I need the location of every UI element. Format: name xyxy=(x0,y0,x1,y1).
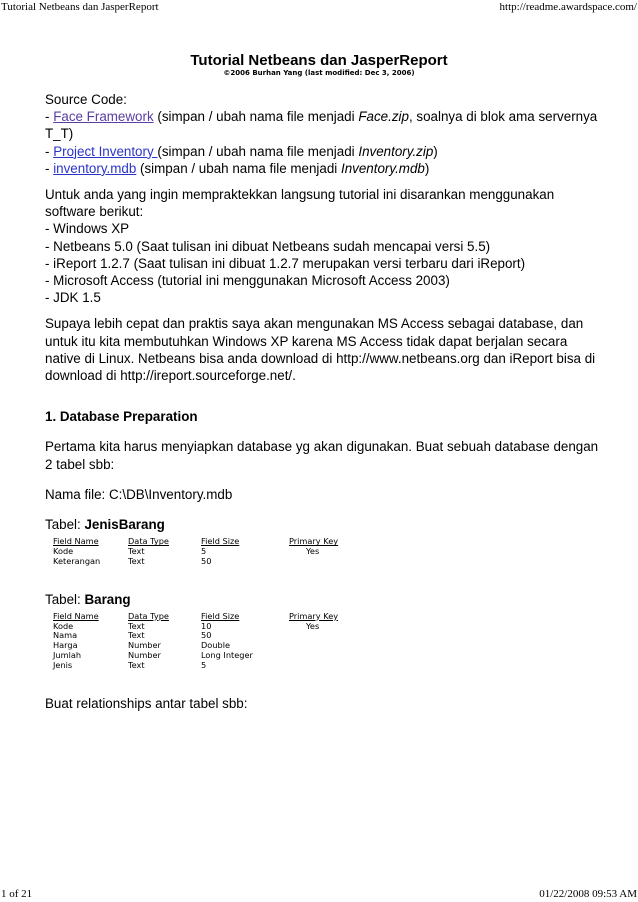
table-cell: Nama xyxy=(53,630,78,641)
column-header: Data Type xyxy=(128,536,169,547)
requirement-item: - Windows XP xyxy=(45,221,130,237)
table-cell: Text xyxy=(128,620,145,631)
requirements-intro: Untuk anda yang ingin mempraktekkan langsung tutorial ini disarankan menggunakan software berikut: xyxy=(45,187,555,220)
source-filename: Face.zip xyxy=(358,109,409,125)
requirement-item: - Netbeans 5.0 (Saat tulisan ini dibuat Netbeans sudah mencapai versi 5.5) xyxy=(45,238,491,254)
column-header: Field Name xyxy=(53,610,99,621)
table-row xyxy=(53,661,349,671)
source-note-suffix: ) xyxy=(424,160,430,176)
table-cell: 50 xyxy=(201,630,212,641)
table-heading-barang xyxy=(45,591,600,608)
requirement-item: - JDK 1.5 xyxy=(45,290,101,306)
list-dash: - xyxy=(45,160,54,176)
source-line-mdb xyxy=(45,160,600,177)
project-inventory-link[interactable]: Project Inventory xyxy=(53,143,158,159)
table-cell: Double xyxy=(201,640,231,651)
table-cell: Kode xyxy=(53,620,74,631)
source-line-face xyxy=(45,108,600,142)
column-header: Field Size xyxy=(201,610,240,621)
table-cell: Text xyxy=(128,546,145,557)
table-cell: Yes xyxy=(306,620,320,631)
column-header: Field Size xyxy=(201,536,240,547)
table-cell xyxy=(289,641,349,651)
table-cell: 5 xyxy=(201,546,207,557)
table-cell xyxy=(289,661,349,671)
table-label: Tabel: xyxy=(45,591,85,607)
database-filename: Nama file: C:\DB\Inventory.mdb xyxy=(45,486,233,502)
face-framework-link[interactable]: Face Framework xyxy=(53,109,154,125)
page-subtitle: ©2006 Burhan Yang (last modified: Dec 3, 2006) xyxy=(223,69,415,77)
table-cell: Keterangan xyxy=(53,555,101,566)
column-header: Data Type xyxy=(128,610,169,621)
table-cell: Jenis xyxy=(53,659,73,670)
section-intro: Pertama kita harus menyiapkan database yg akan digunakan. Buat sebuah database dengan 2 tabel sbb: xyxy=(45,439,599,472)
table-cell: Jumlah xyxy=(53,650,82,661)
source-code-heading: Source Code: xyxy=(45,92,127,107)
header-page-title: Tutorial Netbeans dan JasperReport xyxy=(1,1,159,13)
linux-paragraph: Supaya lebih cepat dan praktis saya akan mengunakan MS Access sebagai database, dan untuk itu kita membutuhkan Windows XP karena MS Access tidak dapat berjalan secara native di Linux. Netbeans bisa anda download di http://www.netbeans.org dan iReport bisa di download di http://ireport.sourceforge.net/. xyxy=(45,316,596,384)
table-cell: 5 xyxy=(201,659,207,670)
table-cell: Text xyxy=(128,630,145,641)
table-name: Barang xyxy=(84,591,131,607)
table-cell: Long Integer xyxy=(201,650,253,661)
table-cell: 50 xyxy=(201,555,212,566)
source-note: (simpan / ubah nama file menjadi xyxy=(157,143,359,159)
table-cell: Kode xyxy=(53,546,74,557)
jenisbarang-fields-table xyxy=(53,537,349,566)
table-cell: Number xyxy=(128,650,161,661)
print-timestamp: 01/22/2008 09:53 AM xyxy=(539,888,637,900)
print-footer xyxy=(0,888,638,900)
table-cell: Harga xyxy=(53,640,78,651)
table-label: Tabel: xyxy=(45,517,85,533)
requirement-item: - iReport 1.2.7 (Saat tulisan ini dibuat 1.2.7 merupakan versi terbaru dari iReport) xyxy=(45,255,526,271)
inventory-mdb-link[interactable]: inventory.mdb xyxy=(53,160,137,176)
source-line-inventory xyxy=(45,143,600,160)
source-filename: Inventory.mdb xyxy=(340,160,425,176)
table-name: JenisBarang xyxy=(84,517,165,533)
table-cell xyxy=(289,631,349,641)
section-heading: 1. Database Preparation xyxy=(45,409,198,425)
column-header: Primary Key xyxy=(289,536,339,547)
page-title: Tutorial Netbeans dan JasperReport xyxy=(190,52,448,69)
table-cell: Yes xyxy=(306,546,320,557)
table-row xyxy=(53,557,349,567)
list-dash: - xyxy=(45,143,54,159)
table-heading-jenisbarang xyxy=(45,516,600,533)
list-dash: - xyxy=(45,109,54,125)
source-note-suffix: ) xyxy=(433,143,438,159)
source-filename: Inventory.zip xyxy=(358,143,434,159)
source-note: (simpan / ubah nama file menjadi xyxy=(153,109,359,125)
column-header: Field Name xyxy=(53,536,99,547)
barang-fields-table xyxy=(53,612,349,671)
print-header xyxy=(0,1,638,13)
table-cell: 10 xyxy=(201,620,212,631)
source-note-suffix: , soalnya di blok ama servernya T_T) xyxy=(45,109,598,142)
page-number: 1 of 21 xyxy=(1,888,33,900)
article-body xyxy=(45,91,600,712)
table-cell: Text xyxy=(128,659,145,670)
column-header: Primary Key xyxy=(289,610,339,621)
relationships-text: Buat relationships antar tabel sbb: xyxy=(45,695,248,711)
table-cell: Number xyxy=(128,640,161,651)
requirement-item: - Microsoft Access (tutorial ini menggunakan Microsoft Access 2003) xyxy=(45,273,450,289)
table-cell xyxy=(289,651,349,661)
table-cell xyxy=(289,557,349,567)
table-cell: Text xyxy=(128,555,145,566)
header-url: http://readme.awardspace.com/ xyxy=(499,1,637,13)
source-note: (simpan / ubah nama file menjadi xyxy=(136,160,341,176)
